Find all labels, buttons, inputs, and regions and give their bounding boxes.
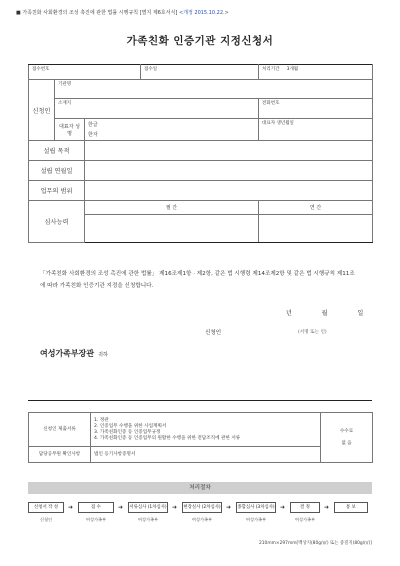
equipment-header: 연 간 [259, 201, 373, 215]
step-receive-by: 여성가족부 [85, 517, 107, 522]
official-check-item: 법인 등기사항증명서 [91, 447, 321, 463]
address-field[interactable]: 소재지 [55, 99, 259, 119]
step-final-review: 종합심사 (3차심사) [236, 502, 276, 513]
paper-spec: 210mm×297mm[백상지(80g/㎡) 또는 중질지(80g/㎡)] [258, 541, 372, 546]
step-apply-by: 신청인 [39, 517, 53, 522]
step-decision-by: 여성가족부 [294, 517, 316, 522]
doc-item: 1. 정관 [94, 417, 109, 423]
org-name-field[interactable]: 기관명 [55, 80, 373, 99]
application-form [28, 64, 372, 243]
step-receive: 접 수 [78, 502, 114, 513]
fee-cell: 수수료 없 음 [321, 413, 373, 463]
staff-field[interactable] [85, 215, 259, 243]
form-header [16, 9, 229, 16]
step-document-review-by: 여성가족부 [137, 517, 159, 522]
representative-name-field[interactable]: 한글 한자 [85, 119, 259, 141]
establish-date-label: 설립 연월일 [29, 161, 85, 181]
applicant-label: 신청인 [29, 80, 55, 141]
scope-field[interactable] [85, 181, 373, 201]
staff-header: 필 간 [85, 201, 259, 215]
step-site-inspection-by: 여성가족부 [191, 517, 213, 522]
purpose-label: 설립 목적 [29, 141, 85, 161]
documents-section [28, 412, 372, 463]
arrow-icon: ➜ [68, 504, 74, 511]
applicant-sign-label: 신청인 [205, 330, 222, 336]
arrow-icon: ➜ [324, 504, 330, 511]
step-final-review-by: 여성가족부 [245, 517, 267, 522]
capacity-label: 심사능력 [29, 201, 85, 243]
submit-docs-label: 신청인 제출서류 [29, 413, 91, 447]
step-notify: 통 보 [334, 502, 368, 513]
arrow-icon: ➜ [280, 504, 286, 511]
step-decision: 결 정 [290, 502, 320, 513]
doc-item: 3. 가족친화인증 등 인증업무규정 [94, 429, 161, 435]
step-apply: 신청서 작 성 [28, 502, 64, 513]
recipient: 여성가족부장관 귀하 [40, 349, 108, 358]
process-title: 처리절차 [28, 482, 372, 494]
receipt-number-field[interactable]: 접수번호 [29, 65, 141, 80]
step-document-review: 서류심사 (1차심사) [128, 502, 168, 513]
equipment-field[interactable] [259, 215, 373, 243]
doc-item: 2. 인증업무 수행을 위한 사업계획서 [94, 423, 167, 429]
page-title: 가족친화 인증기관 지정신청서 [126, 35, 274, 47]
revision-date: <개정 2015.10.22.> [178, 10, 229, 16]
submit-docs-list [91, 413, 321, 447]
application-date[interactable]: 년 월 일 [286, 310, 364, 317]
step-site-inspection: 현장실사 (2차심사) [182, 502, 222, 513]
doc-item: 4. 가족친화인증 등 인증업무의 원활한 수행을 위한 전담조직에 관한 서류 [94, 435, 241, 441]
scope-label: 업무의 범위 [29, 181, 85, 201]
official-check-label: 담당공무원 확인사항 [29, 447, 91, 463]
form-law-reference: ■ 가족친화 사회환경의 조성 촉진에 관한 법률 시행규칙 [별지 제6호서식] [16, 10, 178, 16]
representative-label: 대표자 성 명 [55, 119, 85, 141]
receipt-date-field[interactable]: 접수일 [141, 65, 259, 80]
signature-field[interactable]: (서명 또는 인) [298, 330, 327, 335]
phone-field[interactable]: 전화번호 [259, 99, 373, 119]
declaration-text: 「가족친화 사회환경의 조성 촉진에 관한 법률」 제16조제1항 · 제2항, 같은 법 시행령 제14조제2항 및 같은 법 시행규칙 제11조에 따라 가족친화 인증기관 지정을 신청합니다. [40, 271, 355, 289]
purpose-field[interactable] [85, 141, 373, 161]
arrow-icon: ➜ [118, 504, 124, 511]
arrow-icon: ➜ [226, 504, 232, 511]
process-flow [28, 498, 372, 528]
processing-period: 처리기간 3개월 [259, 65, 373, 80]
divider [28, 400, 372, 401]
rep-birth-field[interactable]: 대표자 생년월일 [259, 119, 373, 141]
establish-date-field[interactable] [85, 161, 373, 181]
arrow-icon: ➜ [172, 504, 178, 511]
